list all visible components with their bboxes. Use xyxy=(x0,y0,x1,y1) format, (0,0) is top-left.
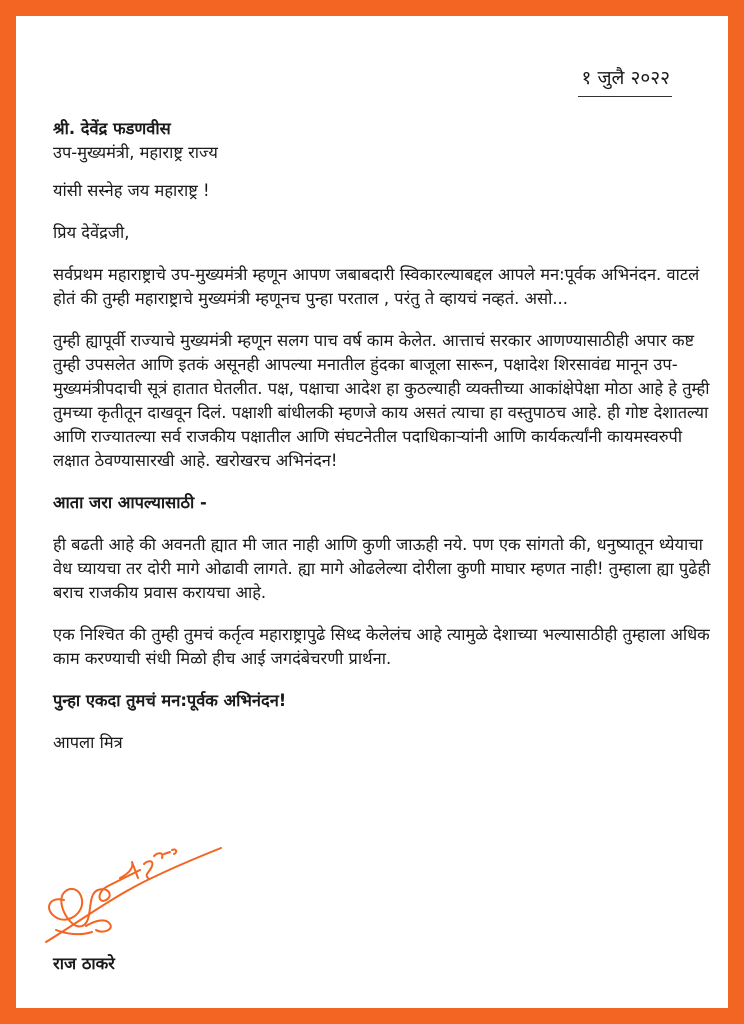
recipient-name: श्री. देवेंद्र फडणवीस xyxy=(53,119,171,138)
letter-body xyxy=(53,117,713,755)
closing-wish: पुन्हा एकदा तुमचं मन:पूर्वक अभिनंदन! xyxy=(53,691,287,710)
subheading: आता जरा आपल्यासाठी - xyxy=(53,493,207,512)
salutation: प्रिय देवेंद्रजी, xyxy=(53,223,130,242)
greeting-line: यांसी सस्नेह जय महाराष्ट्र ! xyxy=(53,181,210,200)
paragraph-4: एक निश्चित की तुम्ही तुमचं कर्तृत्व महाराष्ट्रापुढे सिध्द केलेलंच आहे त्यामुळे देशाच्या भल्यासाठीही तुम्हाला अधिक काम करण्याची संधी मिळो हीच आई जगदंबेचरणी प्रार्थना. xyxy=(53,625,710,668)
letter-page xyxy=(16,16,728,1008)
valediction: आपला मित्र xyxy=(53,733,123,752)
sender-name: राज ठाकरे xyxy=(53,954,115,973)
paragraph-2: तुम्ही ह्यापूर्वी राज्याचे मुख्यमंत्री म्हणून सलग पाच वर्ष काम केलेत. आत्ताचं सरकार आणण्यासाठीही अपार कष्ट तुम्ही उपसलेत आणि इतकं असूनही आपल्या मनातील हुंदका बाजूला सारून, पक्षादेश शिरसावंद्य मानून उप-मुख्यमंत्रीपदाची सूत्रं हातात घेतलीत. पक्ष, पक्षाचा आदेश हा कुठल्याही व्यक्तीच्या आकांक्षेपेक्षा मोठा आहे हे तुम्ही तुमच्या कृतीतून दाखवून दिलं. पक्षाशी बांधीलकी म्हणजे काय असतं त्याचा हा वस्तुपाठच आहे. ही गोष्ट देशातल्या आणि राज्यातल्या सर्व राजकीय पक्षातील आणि संघटनेतील पदाधिकाऱ्यांनी आणि कार्यकर्त्यांनी कायमस्वरुपी लक्षात ठेवण्यासारखी आहे. खरोखरच अभिनंदन! xyxy=(53,331,710,470)
paragraph-1: सर्वप्रथम महाराष्ट्राचे उप-मुख्यमंत्री म्हणून आपण जबाबदारी स्विकारल्याबद्दल आपले मन:पूर्वक अभिनंदन. वाटलं होतं की तुम्ही महाराष्ट्राचे मुख्यमंत्री म्हणूनच पुन्हा परताल , परंतु ते व्हायचं नव्हतं. असो... xyxy=(53,265,700,308)
date-block xyxy=(578,64,672,97)
paragraph-3: ही बढती आहे की अवनती ह्यात मी जात नाही आणि कुणी जाऊही नये. पण एक सांगतो की, धनुष्यातून ध्येयाचा वेध घ्यायचा तर दोरी मागे ओढावी लागते. ह्या मागे ओढलेल्या दोरीला कुणी माघार म्हणत नाही! तुम्हाला ह्या पुढेही बराच राजकीय प्रवास करायचा आहे. xyxy=(53,535,711,602)
signature-image xyxy=(36,834,226,952)
recipient-title: उप-मुख्यमंत्री, महाराष्ट्र राज्य xyxy=(53,143,218,162)
letter-date: १ जुलै २०२२ xyxy=(578,64,672,97)
